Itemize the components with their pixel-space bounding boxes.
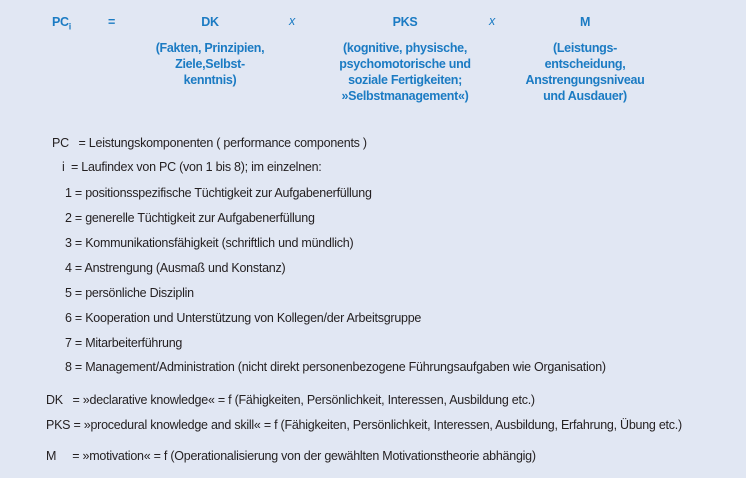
term-name: DK — [201, 15, 219, 29]
term-desc-line: Ziele,Selbst- — [175, 57, 245, 71]
pc-subscript: i — [68, 21, 71, 32]
term-name: M — [579, 15, 591, 29]
term-desc-line: kenntnis) — [183, 73, 237, 87]
multiply-sign: x — [289, 14, 295, 28]
term-desc-line: »Selbstmanagement«) — [341, 89, 469, 103]
legend-item: 1 = positionsspezifische Tüchtigkeit zur Aufgabenerfüllung — [65, 186, 372, 200]
term-dk — [140, 14, 280, 88]
legend-dk: DK = »declarative knowledge« = f (Fähigkeiten, Persönlichkeit, Interessen, Ausbildung etc.) — [46, 393, 535, 407]
term-desc-line: (Fakten, Prinzipien, — [155, 41, 265, 55]
formula-lhs — [52, 14, 71, 35]
term-desc-line: und Ausdauer) — [543, 89, 627, 103]
pc-symbol: PC — [52, 15, 69, 29]
legend-item: 3 = Kommunikationsfähigkeit (schriftlich und mündlich) — [65, 236, 354, 250]
term-desc-line: psychomotorische und — [339, 57, 471, 71]
legend-item: 7 = Mitarbeiterführung — [65, 336, 183, 350]
legend-i: i = Laufindex von PC (von 1 bis 8); im einzelnen: — [62, 160, 322, 174]
legend-pc: PC = Leistungskomponenten ( performance components ) — [52, 136, 367, 150]
legend-item: 8 = Management/Administration (nicht direkt personenbezogene Führungsaufgaben wie Organisation) — [65, 360, 606, 374]
term-desc-line: entscheidung, — [544, 57, 626, 71]
legend-item: 4 = Anstrengung (Ausmaß und Konstanz) — [65, 261, 286, 275]
term-pks — [325, 14, 485, 104]
legend-item: 6 = Kooperation und Unterstützung von Kollegen/der Arbeitsgruppe — [65, 311, 422, 325]
term-desc-line: soziale Fertigkeiten; — [348, 73, 462, 87]
legend-m: M = »motivation« = f (Operationalisierung von der gewählten Motivationstheorie abhängig) — [46, 449, 536, 463]
term-m — [515, 14, 655, 104]
multiply-sign: x — [489, 14, 495, 28]
legend-pks: PKS = »procedural knowledge and skill« = f (Fähigkeiten, Persönlichkeit, Interessen, Ausbildung, Erfahrung, Übung etc.) — [46, 418, 682, 432]
legend-item: 5 = persönliche Disziplin — [65, 286, 194, 300]
term-desc-line: (Leistungs- — [552, 41, 618, 55]
equals-sign: = — [108, 15, 115, 29]
term-desc-line: Anstrengungsniveau — [525, 73, 645, 87]
term-name: PKS — [392, 15, 418, 29]
term-desc-line: (kognitive, physische, — [343, 41, 467, 55]
legend-item: 2 = generelle Tüchtigkeit zur Aufgabenerfüllung — [65, 211, 315, 225]
